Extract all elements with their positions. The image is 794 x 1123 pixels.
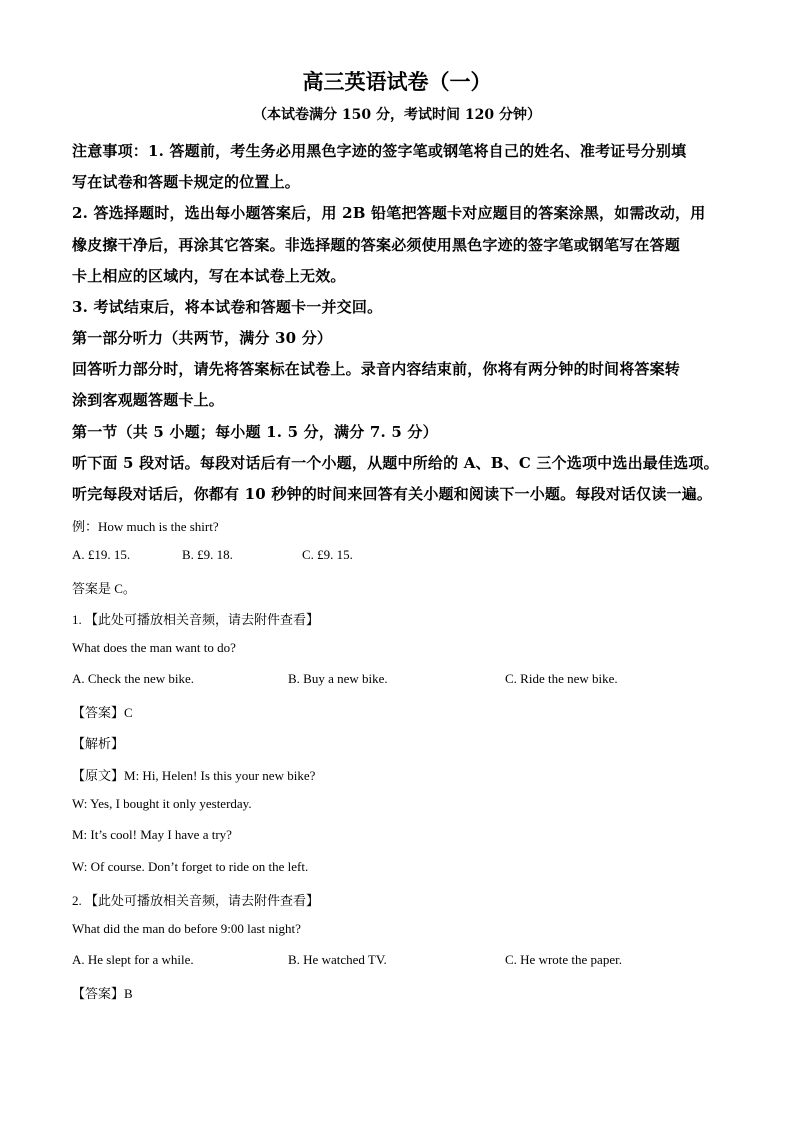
example-answer: 答案是 C。 xyxy=(72,581,136,596)
q1-option-b: B. Buy a new bike. xyxy=(288,671,388,686)
q2-option-a: A. He slept for a while. xyxy=(72,952,194,967)
q1-number: 1. 【此处可播放相关音频，请去附件查看】 xyxy=(72,612,320,627)
transcript-text: M: Hi, Helen! Is this your new bike? xyxy=(124,768,316,783)
q1-option-a: A. Check the new bike. xyxy=(72,671,195,686)
q1-transcript-line-4: W: Of course. Don’t forget to ride on the left. xyxy=(72,859,309,874)
part1-instr-2: 涂到客观题答题卡上。 xyxy=(72,391,225,409)
section1-instr-1: 听下面 5 段对话。每段对话后有一个小题，从题中所给的 A、B、C 三个选项中选出最佳选项。 xyxy=(72,454,719,472)
notes-line-2: 写在试卷和答题卡规定的位置上。 xyxy=(72,173,301,191)
q2-answer-line xyxy=(72,983,732,1002)
section1-instr-2: 听完每段对话后，你都有 10 秒钟的时间来回答有关小题和阅读下一小题。每段对话仅读一遍。 xyxy=(72,485,713,503)
example-option-c: C. £9. 15. xyxy=(302,547,353,562)
section1-heading: 第一节（共 5 小题；每小题 1. 5 分，满分 7. 5 分） xyxy=(72,423,438,441)
page-title: 高三英语试卷（一） xyxy=(302,69,492,94)
q2-number: 2. 【此处可播放相关音频，请去附件查看】 xyxy=(72,893,320,908)
q1-analysis-tag: 【解析】 xyxy=(72,736,125,751)
part1-instr-1: 回答听力部分时，请先将答案标在试卷上。录音内容结束前，你将有两分钟的时间将答案转 xyxy=(72,360,681,378)
answer-tag: 【答案】 xyxy=(72,705,125,720)
part1-heading: 第一部分听力（共两节，满分 30 分） xyxy=(72,329,333,347)
q2-option-c: C. He wrote the paper. xyxy=(505,952,622,967)
q1-transcript-line-1 xyxy=(72,765,732,784)
q2-answer: B xyxy=(124,986,133,1001)
notes-line-3: 2. 答选择题时，选出每小题答案后，用 2B 铅笔把答题卡对应题目的答案涂黑，如需改动，用 xyxy=(72,204,706,222)
example-option-b: B. £9. 18. xyxy=(182,547,233,562)
notes-line-1: 注意事项：1. 答题前，考生务必用黑色字迹的签字笔或钢笔将自己的姓名、准考证号分别填 xyxy=(72,142,687,160)
q1-answer-line xyxy=(72,702,732,721)
q2-question: What did the man do before 9:00 last night? xyxy=(72,921,301,936)
q1-transcript-line-2: W: Yes, I bought it only yesterday. xyxy=(72,796,252,811)
q1-option-c: C. Ride the new bike. xyxy=(505,671,618,686)
q1-transcript-line-3: M: It’s cool! May I have a try? xyxy=(72,827,232,842)
example-option-a: A. £19. 15. xyxy=(72,547,131,562)
q1-answer: C xyxy=(124,705,133,720)
answer-tag: 【答案】 xyxy=(72,986,125,1001)
example-question: 例：How much is the shirt? xyxy=(72,519,219,534)
notes-line-6: 3. 考试结束后，将本试卷和答题卡一并交回。 xyxy=(72,298,383,316)
transcript-tag: 【原文】 xyxy=(72,768,125,783)
q2-option-b: B. He watched TV. xyxy=(288,952,387,967)
notes-line-4: 橡皮擦干净后，再涂其它答案。非选择题的答案必须使用黑色字迹的签字笔或钢笔写在答题 xyxy=(72,236,681,254)
notes-line-5: 卡上相应的区域内，写在本试卷上无效。 xyxy=(72,267,346,285)
q1-question: What does the man want to do? xyxy=(72,640,236,655)
page-subtitle: （本试卷满分 150 分，考试时间 120 分钟） xyxy=(253,107,541,123)
